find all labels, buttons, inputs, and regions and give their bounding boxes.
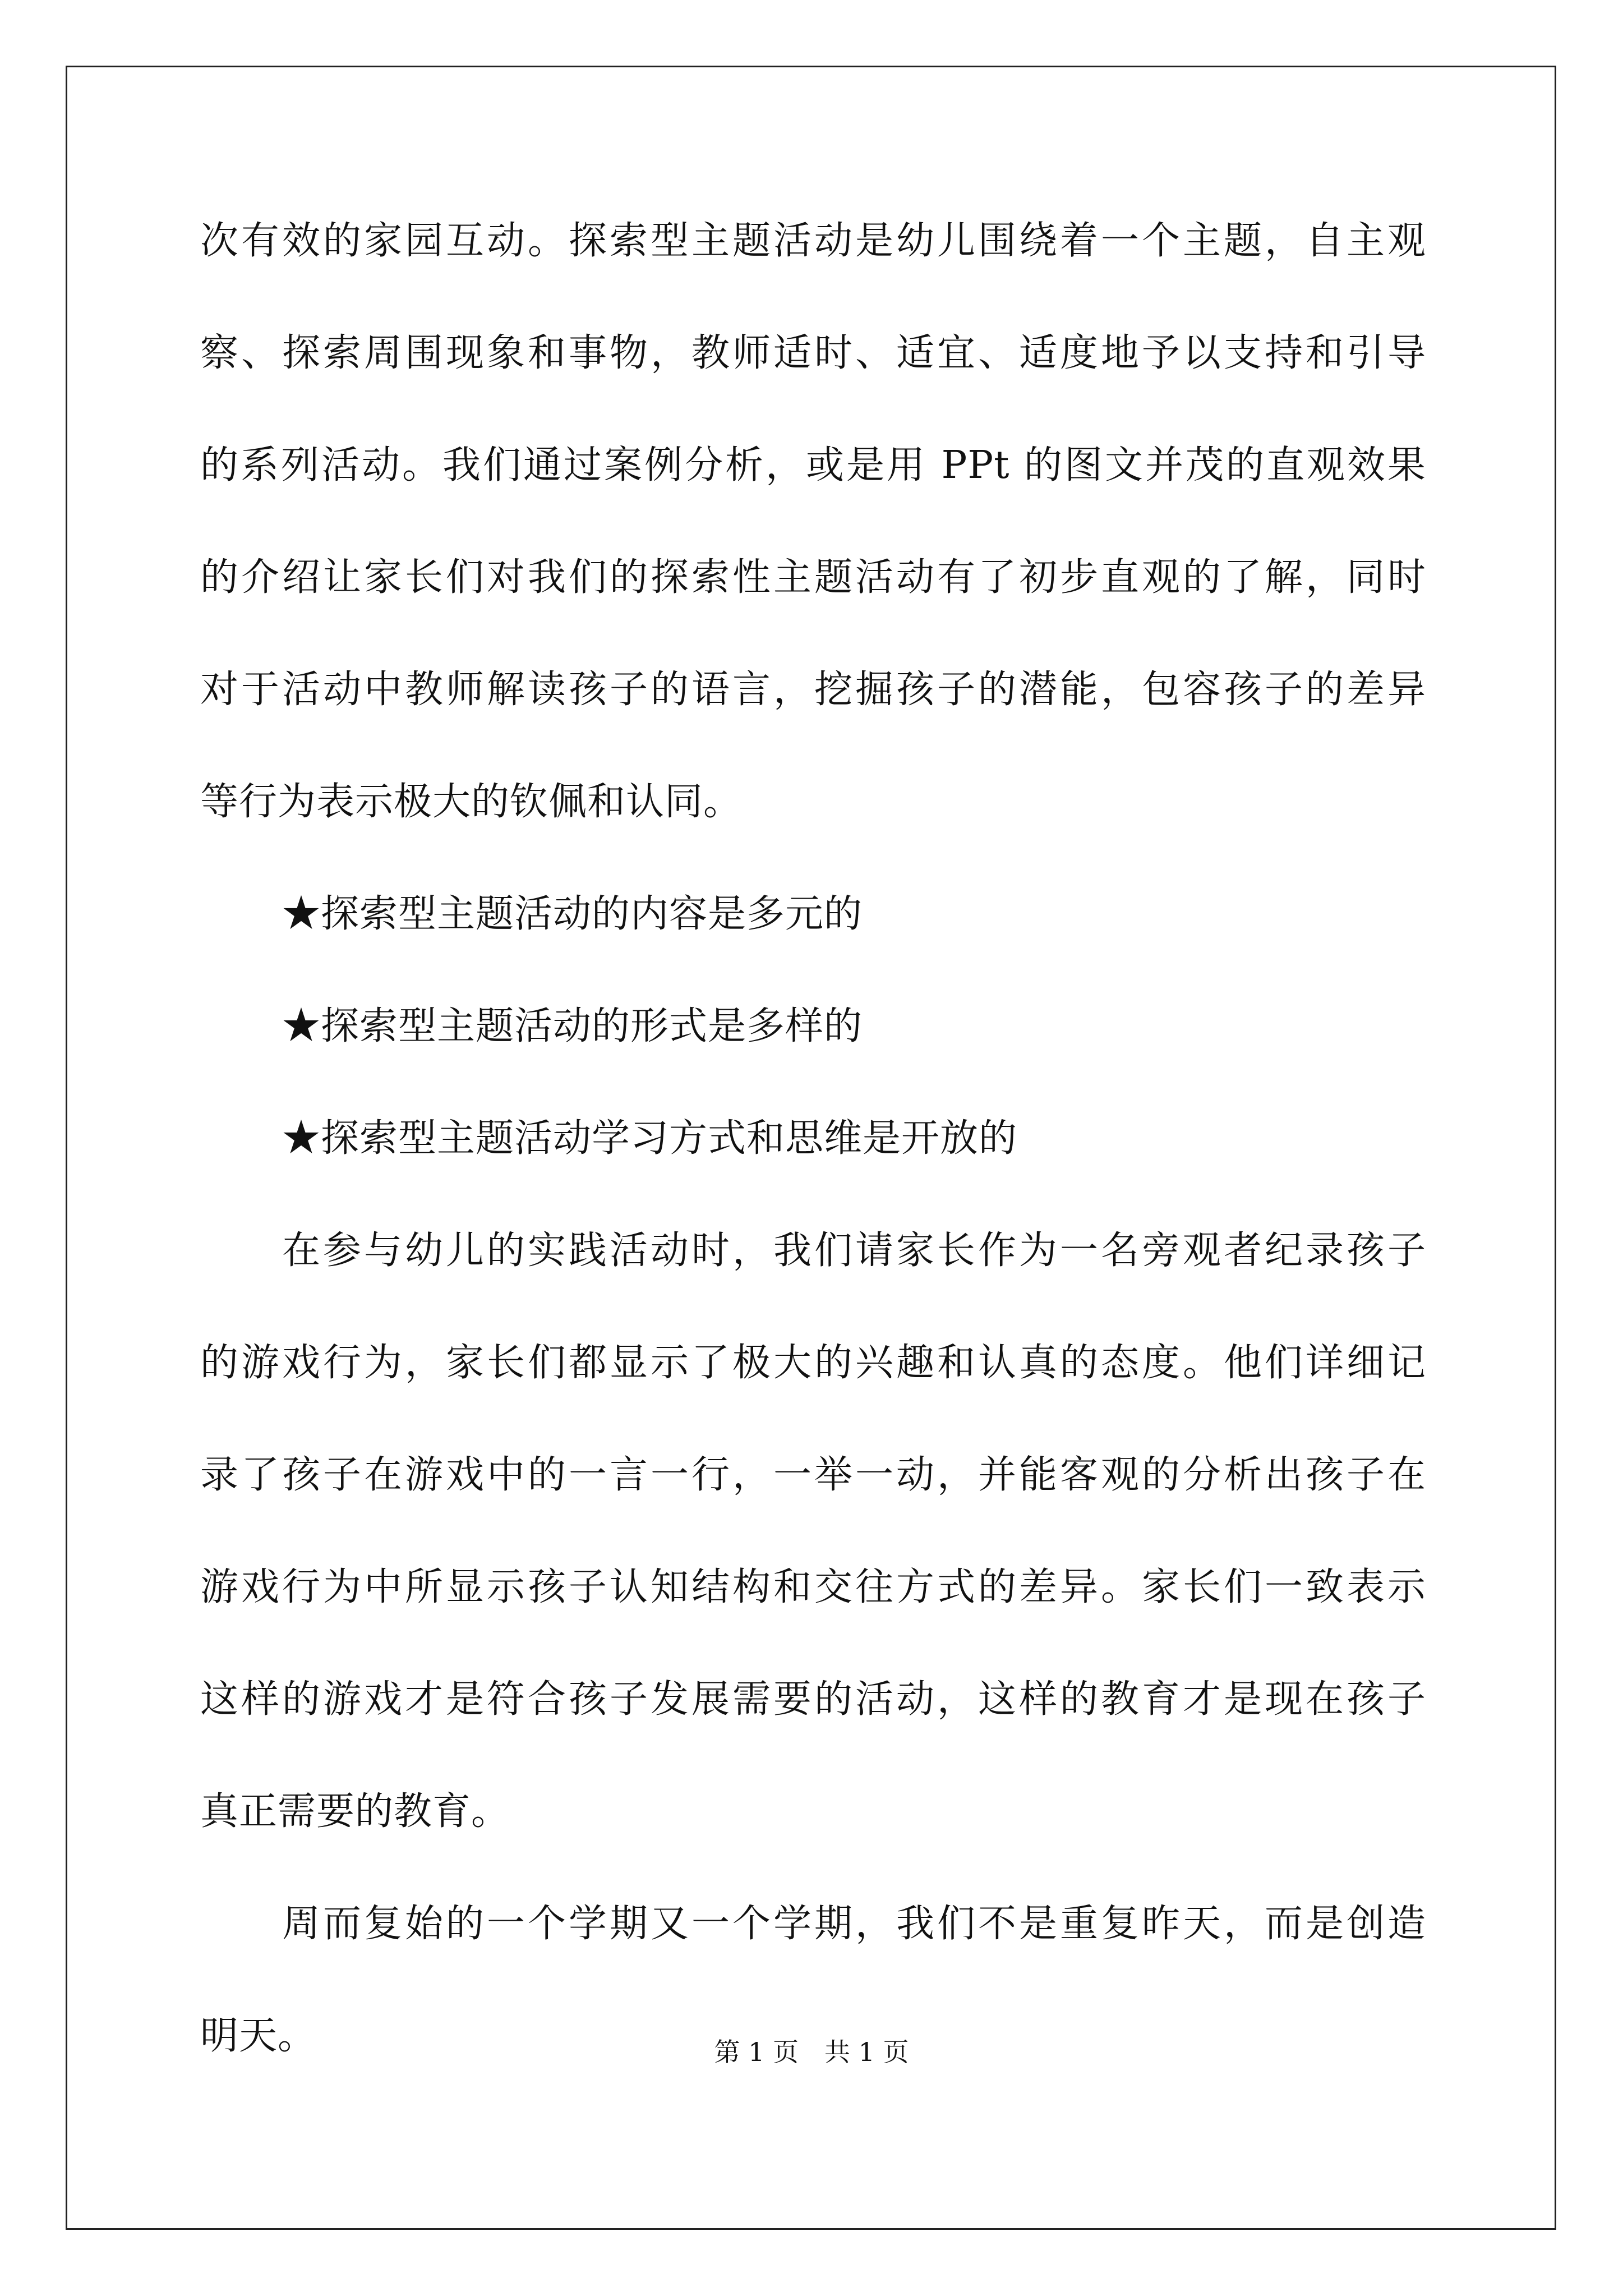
document-body <box>200 213 1426 2120</box>
bullet-item: ★探索型主题活动的形式是多样的 <box>282 1004 863 1048</box>
paragraph-line: 录了孩子在游戏中的一言一行，一举一动，并能客观的分析出孩子在 <box>200 1453 1426 1497</box>
paragraph-line: 明天。 <box>200 2014 317 2058</box>
paragraph-line: 对于活动中教师解读孩子的语言，挖掘孩子的潜能，包容孩子的差异 <box>200 668 1426 712</box>
bullet-item: ★探索型主题活动学习方式和思维是开放的 <box>282 1116 1018 1161</box>
paragraph-line: 真正需要的教育。 <box>200 1789 510 1834</box>
bullet-item: ★探索型主题活动的内容是多元的 <box>282 892 863 936</box>
page-footer: 第 1 页 共 1 页 <box>714 2037 909 2067</box>
paragraph-line: 的系列活动。我们通过案例分析，或是用 PPt 的图文并茂的直观效果 <box>200 443 1426 487</box>
paragraph-line: 游戏行为中所显示孩子认知结构和交往方式的差异。家长们一致表示 <box>200 1565 1426 1609</box>
paragraph-line: 这样的游戏才是符合孩子发展需要的活动，这样的教育才是现在孩子 <box>200 1677 1426 1722</box>
paragraph-line: 的介绍让家长们对我们的探索性主题活动有了初步直观的了解，同时 <box>200 555 1426 600</box>
paragraph-line: 等行为表示极大的钦佩和认同。 <box>200 780 743 824</box>
paragraph-line: 的游戏行为，家长们都显示了极大的兴趣和认真的态度。他们详细记 <box>200 1341 1426 1385</box>
paragraph-line: 周而复始的一个学期又一个学期，我们不是重复昨天，而是创造 <box>282 1902 1426 1946</box>
paragraph-line: 察、探索周围现象和事物，教师适时、适宜、适度地予以支持和引导 <box>200 331 1426 375</box>
paragraph-line: 次有效的家园互动。探索型主题活动是幼儿围绕着一个主题，自主观 <box>200 219 1426 263</box>
paragraph-line: 在参与幼儿的实践活动时，我们请家长作为一名旁观者纪录孩子 <box>282 1228 1426 1273</box>
